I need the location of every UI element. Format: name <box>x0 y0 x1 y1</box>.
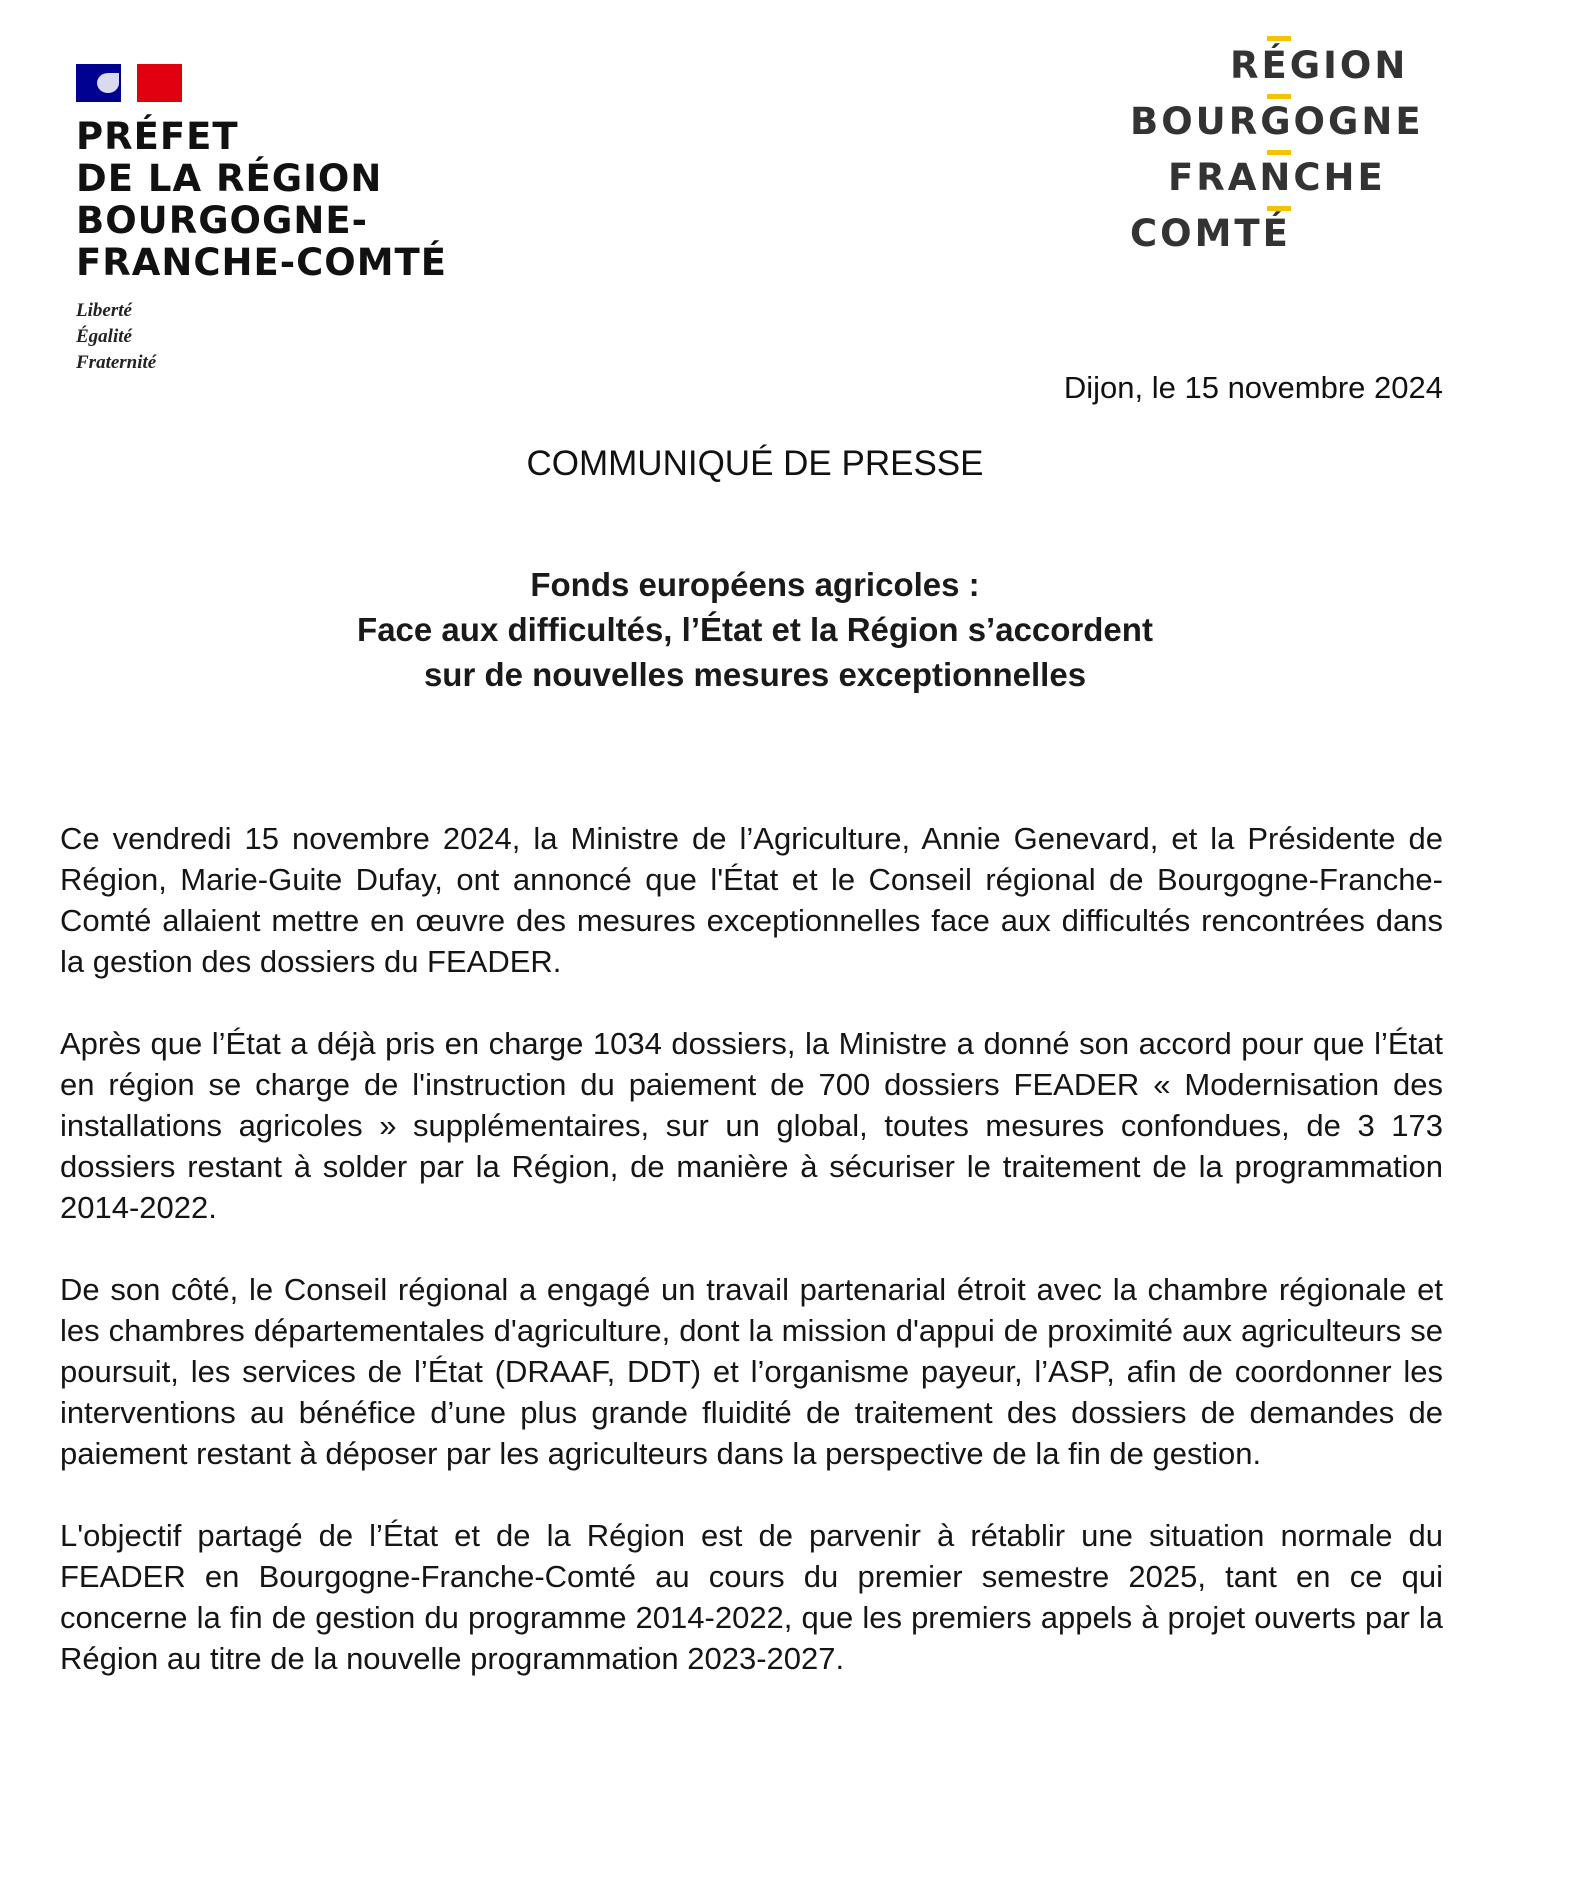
headline-line: Face aux difficultés, l’État et la Région s’accordent <box>357 611 1153 648</box>
region-logo-line: BOURGOGNE <box>1130 100 1424 143</box>
motto-line: Liberté <box>76 300 132 321</box>
prefet-title <box>76 116 496 284</box>
body-paragraph: De son côté, le Conseil régional a engagé un travail partenarial étroit avec la chambre régionale et les chambres départementales d'agriculture, dont la mission d'appui de proximité aux agriculteurs se poursuit, les services de l’État (DRAAF, DDT) et l’organisme payeur, l’ASP, afin de coordonner les interventions au bénéfice d’une plus grande fluidité de traitement des dossiers de demandes de paiement restant à déposer par les agriculteurs dans la perspective de la fin de gestion. <box>60 1272 1443 1471</box>
region-logo-line: FRANCHE <box>1168 156 1386 199</box>
prefet-line: BOURGOGNE- <box>76 199 368 242</box>
prefet-line: PRÉFET <box>76 115 239 158</box>
prefet-line: DE LA RÉGION <box>76 157 383 200</box>
release-date: Dijon, le 15 novembre 2024 <box>1063 370 1443 405</box>
headline <box>0 562 1510 697</box>
motto-line: Fraternité <box>76 352 157 373</box>
press-release-body <box>60 818 1443 1720</box>
body-paragraph: L'objectif partagé de l’État et de la Région est de parvenir à rétablir une situation normale du FEADER en Bourgogne-Franche-Comté au cours du premier semestre 2025, tant en ce qui concerne la fin de gestion du programme 2014-2022, que les premiers appels à projet ouverts par la Région au titre de la nouvelle programmation 2023-2027. <box>60 1518 1443 1676</box>
marianne-flag-icon <box>76 64 182 102</box>
region-logo-line: RÉGION <box>1230 44 1409 87</box>
region-logo-accent <box>1267 94 1291 99</box>
region-logo-accent <box>1267 206 1291 211</box>
region-logo-line: COMTÉ <box>1130 212 1291 255</box>
headline-line: Fonds européens agricoles : <box>530 566 980 603</box>
prefet-logo <box>76 64 496 376</box>
document-type: COMMUNIQUÉ DE PRESSE <box>526 444 984 483</box>
republic-motto <box>76 298 496 376</box>
region-logo <box>1110 34 1430 264</box>
region-logo-accent <box>1267 150 1291 155</box>
body-paragraph: Après que l’État a déjà pris en charge 1034 dossiers, la Ministre a donné son accord pour que l’État en région se charge de l'instruction du paiement de 700 dossiers FEADER « Modernisation des installations agricoles » supplémentaires, sur un global, toutes mesures confondues, de 3 173 dossiers restant à solder par la Région, de manière à sécuriser le traitement de la programmation 2014-2022. <box>60 1026 1443 1225</box>
motto-line: Égalité <box>76 326 132 347</box>
body-paragraph: Ce vendredi 15 novembre 2024, la Ministre de l’Agriculture, Annie Genevard, et la Présidente de Région, Marie-Guite Dufay, ont annoncé que l'État et le Conseil régional de Bourgogne-Franche-Comté allaient mettre en œuvre des mesures exceptionnelles face aux difficultés rencontrées dans la gestion des dossiers du FEADER. <box>60 821 1443 979</box>
region-logo-accent <box>1267 36 1291 41</box>
prefet-line: FRANCHE-COMTÉ <box>76 241 448 284</box>
headline-line: sur de nouvelles mesures exceptionnelles <box>423 656 1087 693</box>
